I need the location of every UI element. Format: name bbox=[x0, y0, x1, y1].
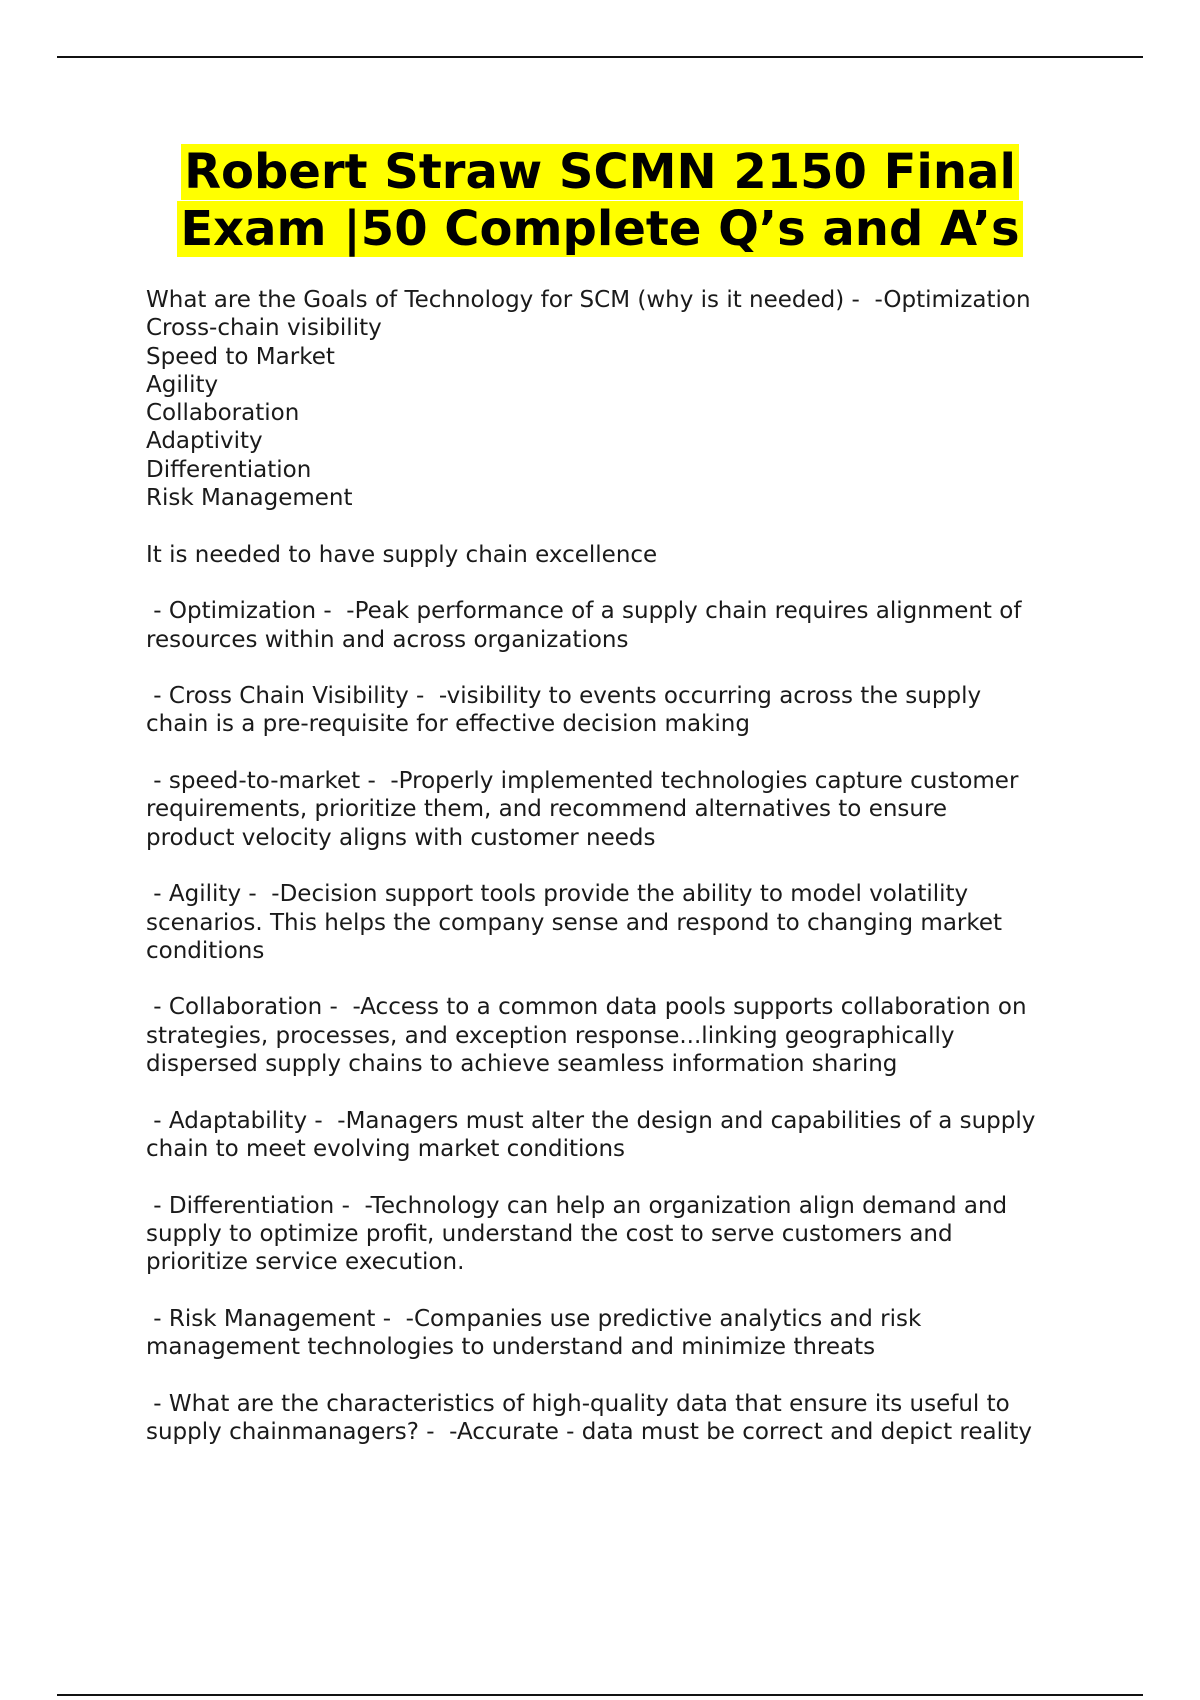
goal-item: Adaptivity bbox=[146, 428, 263, 455]
spacer bbox=[146, 512, 1106, 540]
entry-line: dispersed supply chains to achieve seamless information sharing bbox=[146, 1051, 898, 1078]
entry-line: - What are the characteristics of high-quality data that ensure its useful to bbox=[146, 1390, 1010, 1417]
entry-line: - Adaptability - -Managers must alter the design and capabilities of a supply bbox=[146, 1107, 1036, 1134]
spacer bbox=[146, 1276, 1106, 1304]
entry-line: chain to meet evolving market conditions bbox=[146, 1135, 626, 1162]
qa-entry-optimization bbox=[146, 597, 1106, 682]
qa-entry-agility bbox=[146, 880, 1106, 993]
document-body bbox=[146, 286, 1106, 1446]
qa-entry-adaptability bbox=[146, 1107, 1106, 1192]
goal-item: Agility bbox=[146, 371, 219, 398]
intro-question: What are the Goals of Technology for SCM (why is it needed) - -Optimization bbox=[146, 287, 1031, 313]
qa-entry-speed-to-market bbox=[146, 767, 1106, 880]
spacer bbox=[146, 852, 1106, 880]
goal-item: Collaboration bbox=[146, 400, 300, 427]
entry-line: strategies, processes, and exception response...linking geographically bbox=[146, 1022, 955, 1049]
entry-line: - Risk Management - -Companies use predictive analytics and risk bbox=[146, 1305, 922, 1332]
goal-item: Cross-chain visibility bbox=[146, 315, 382, 342]
spacer bbox=[146, 1361, 1106, 1389]
intro-conclusion: It is needed to have supply chain excellence bbox=[146, 541, 658, 568]
document-title bbox=[0, 144, 1200, 258]
goal-item: Risk Management bbox=[146, 485, 353, 512]
qa-entry-data-characteristics bbox=[146, 1390, 1106, 1447]
entry-line: resources within and across organizations bbox=[146, 626, 629, 653]
entry-line: product velocity aligns with customer needs bbox=[146, 824, 656, 851]
qa-entry-differentiation bbox=[146, 1192, 1106, 1305]
entry-line: supply chainmanagers? - -Accurate - data must be correct and depict reality bbox=[146, 1418, 1033, 1445]
spacer bbox=[146, 1163, 1106, 1191]
goal-item: Speed to Market bbox=[146, 343, 335, 370]
entry-line: - speed-to-market - -Properly implemented technologies capture customer bbox=[146, 768, 1019, 795]
bottom-rule bbox=[57, 1694, 1143, 1696]
entry-line: supply to optimize profit, understand the cost to serve customers and bbox=[146, 1220, 953, 1247]
title-heading bbox=[0, 144, 1200, 258]
entry-line: scenarios. This helps the company sense and respond to changing market bbox=[146, 909, 1003, 936]
qa-entry-cross-chain-visibility bbox=[146, 682, 1106, 767]
spacer bbox=[146, 569, 1106, 597]
spacer bbox=[146, 965, 1106, 993]
entry-line: chain is a pre-requisite for effective decision making bbox=[146, 711, 750, 738]
entry-line: prioritize service execution. bbox=[146, 1249, 465, 1276]
entry-line: - Agility - -Decision support tools provide the ability to model volatility bbox=[146, 881, 969, 908]
title-line-2: Exam |50 Complete Q’s and A’s bbox=[177, 201, 1022, 257]
entry-line: - Differentiation - -Technology can help an organization align demand and bbox=[146, 1192, 1008, 1219]
entry-line: - Collaboration - -Access to a common data pools supports collaboration on bbox=[146, 994, 1027, 1021]
entry-line: conditions bbox=[146, 937, 265, 964]
title-line-1: Robert Straw SCMN 2150 Final bbox=[181, 144, 1019, 200]
spacer bbox=[146, 654, 1106, 682]
entry-line: - Cross Chain Visibility - -visibility to events occurring across the supply bbox=[146, 683, 982, 710]
entry-line: requirements, prioritize them, and recommend alternatives to ensure bbox=[146, 796, 948, 823]
qa-entry-collaboration bbox=[146, 993, 1106, 1106]
entry-line: - Optimization - -Peak performance of a supply chain requires alignment of bbox=[146, 598, 1022, 625]
goal-item: Differentiation bbox=[146, 456, 312, 483]
spacer bbox=[146, 1078, 1106, 1106]
entry-line: management technologies to understand and minimize threats bbox=[146, 1333, 876, 1360]
intro-block bbox=[146, 286, 1106, 597]
qa-entry-risk-management bbox=[146, 1305, 1106, 1390]
top-rule bbox=[57, 56, 1143, 58]
spacer bbox=[146, 739, 1106, 767]
